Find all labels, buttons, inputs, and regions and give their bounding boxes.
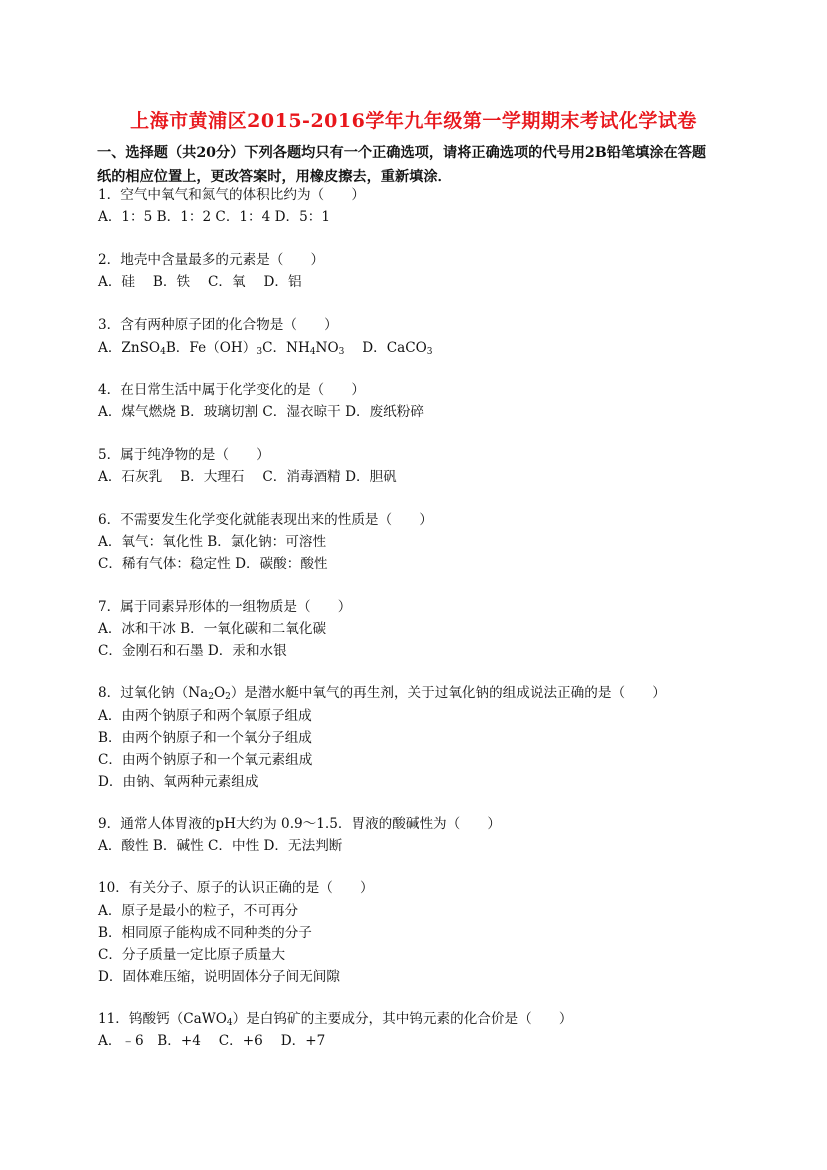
q6-stem: 6．不需要发生化学变化就能表现出来的性质是（ ） <box>98 512 433 528</box>
q8-option-a: A．由两个钠原子和两个氧原子组成 <box>98 708 312 724</box>
q3-option-b: B．Fe（OH） <box>165 340 257 356</box>
q5-stem: 5．属于纯净物的是（ ） <box>98 447 270 463</box>
q4-stem: 4．在日常生活中属于化学变化的是（ ） <box>98 382 365 398</box>
q10-option-a: A．原子是最小的粒子，不可再分 <box>98 903 299 919</box>
q11-stem <box>98 1010 572 1028</box>
q10-option-d: D．固体难压缩，说明固体分子间无间隙 <box>98 969 340 985</box>
q10-option-c: C．分子质量一定比原子质量大 <box>98 947 286 963</box>
q3-stem: 3．含有两种原子团的化合物是（ ） <box>98 317 338 333</box>
section-instructions <box>97 141 737 189</box>
q11-options: A．﹣6 B．+4 C．+6 D．+7 <box>98 1033 326 1049</box>
q3-options <box>98 339 433 357</box>
q8-subscript-2: 2 <box>225 692 231 702</box>
q7-stem: 7．属于同素异形体的一组物质是（ ） <box>98 599 352 615</box>
q11-stem-end: ）是白钨矿的主要成分，其中钨元素的化合价是（ ） <box>232 1011 573 1027</box>
q8-subscript-1: 2 <box>208 692 214 702</box>
q3-option-c-subscript2: 3 <box>338 347 345 357</box>
section-instructions-line2: 纸的相应位置上，更改答案时，用橡皮擦去，重新填涂． <box>97 169 452 185</box>
q3-option-c-subscript: 4 <box>309 347 316 357</box>
q4-options: A．煤气燃烧 B．玻璃切割 C．湿衣晾干 D．废纸粉碎 <box>98 404 424 420</box>
q11-stem-start: 11．钨酸钙（CaWO <box>98 1011 227 1027</box>
q8-stem-mid: O <box>213 685 226 701</box>
q11-subscript: 4 <box>226 1018 233 1028</box>
q7-options-line1: A．冰和干冰 B．一氧化碳和二氧化碳 <box>98 621 327 637</box>
q5-options: A．石灰乳 B．大理石 C．消毒酒精 D．胆矾 <box>98 469 397 485</box>
q10-stem: 10．有关分子、原子的认识正确的是（ ） <box>98 880 374 896</box>
q8-stem <box>98 684 666 702</box>
q8-stem-end: ）是潜水艇中氧气的再生剂，关于过氧化钠的组成说法正确的是（ ） <box>230 685 666 701</box>
q1-stem: 1．空气中氧气和氮气的体积比约为（ ） <box>98 187 365 203</box>
q6-options-line2: C．稀有气体：稳定性 D．碳酸：酸性 <box>98 556 328 572</box>
q9-stem: 9．通常人体胃液的pH大约为 0.9～1.5．胃液的酸碱性为（ ） <box>98 816 502 832</box>
q10-option-b: B．相同原子能构成不同种类的分子 <box>98 925 312 941</box>
q3-option-c: C．NH <box>262 340 310 356</box>
q1-options: A．1：5 B．1：2 C．1：4 D．5：1 <box>98 209 331 225</box>
q8-stem-start: 8．过氧化钠（Na <box>98 685 209 701</box>
q6-options-line1: A．氧气：氧化性 B．氯化钠：可溶性 <box>98 534 327 550</box>
q3-option-c-tail: NO <box>315 340 339 356</box>
q3-option-b-subscript: 3 <box>256 347 263 357</box>
q8-option-d: D．由钠、氧两种元素组成 <box>98 774 259 790</box>
q3-option-a: A．ZnSO <box>98 340 161 356</box>
q7-options-line2: C．金刚石和石墨 D．汞和水银 <box>98 643 287 659</box>
q3-option-a-subscript: 4 <box>160 347 166 357</box>
q8-option-b: B．由两个钠原子和一个氧分子组成 <box>98 730 312 746</box>
q8-option-c: C．由两个钠原子和一个氧元素组成 <box>98 752 313 768</box>
section-instructions-line1: 一、选择题（共20分）下列各题均只有一个正确选项，请将正确选项的代号用2B铅笔填涂在答题 <box>97 145 707 161</box>
q3-option-d-subscript: 3 <box>426 347 433 357</box>
q2-options: A．硅 B．铁 C．氧 D．铝 <box>98 274 302 290</box>
q2-stem: 2．地壳中含量最多的元素是（ ） <box>98 252 325 268</box>
q3-option-d: D．CaCO <box>344 340 427 356</box>
exam-title: 上海市黄浦区2015-2016学年九年级第一学期期末考试化学试卷 <box>130 110 697 132</box>
q9-options: A．酸性 B．碱性 C．中性 D．无法判断 <box>98 838 343 854</box>
